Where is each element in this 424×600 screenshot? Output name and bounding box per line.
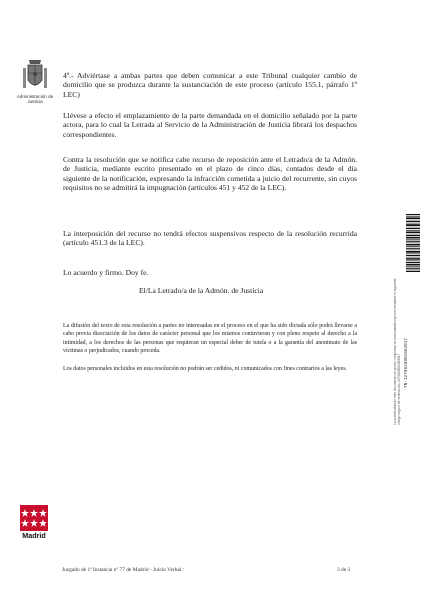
spanish-coat-of-arms-icon (20, 58, 50, 94)
madrid-label: Madrid (22, 531, 46, 540)
barcode-icon (406, 214, 420, 272)
footer-court-name: Juzgado de 1ª Instancia nº 77 de Madrid - Juicio Verbal : (62, 567, 185, 573)
data-privacy-notice: La difusión del texto de esta resolución a partes no interesadas en el proceso en el que ha sido dictada sólo podrá llevarse a cabo previa disociación de los datos de carácter personal que los mismos contuvieran y con pleno respeto al derecho a la intimidad, a los derechos de las personas que requieran un especial deber de tutela o a la garantía del anonimato de las víctimas o perjudicados, cuando proceda. (63, 323, 357, 355)
paragraph-summons: Llévese a efecto el emplazamiento de la parte demandada en el domicilio señalado por la parte actora, para lo cual la Letrada al Servicio de la Administración de Justicia librará los despachos correspondientes. (63, 111, 357, 139)
paragraph-notice-address-change: 4º.- Adviértase a ambas partes que deben comunicar a este Tribunal cualquier cambio de domicilio que se produzca durante la sustanciación de este proceso (artículo 155.1, párrafo 1º LEC) (63, 71, 357, 99)
closing-statement: Lo acuerdo y firmo. Doy fe. (63, 268, 149, 277)
csv-code: TN-1279628901562817 (404, 337, 409, 388)
verification-margin-text: La autenticidad de este documento se puede comprobar en www.madrid.org/cove mediante el siguiente código seguro de verificación: 1279628901562817 (393, 278, 402, 425)
data-transfer-notice: Los datos personales incluidos en esta resolución no podrán ser cedidos, ni comunicados con fines contrarios a las leyes. (63, 366, 347, 372)
comunidad-de-madrid-flag-icon (20, 505, 48, 531)
paragraph-non-suspensive-effect: La interposición del recurso no tendrá efectos suspensivos respecto de la resolución recurrida (artículo 451.3 de la LEC). (63, 229, 357, 248)
page-number: 3 de 3 (337, 567, 351, 573)
paragraph-appeal-reposition: Contra la resolución que se notifica cabe recurso de reposición ante el Letrado/a de la Admón. de Justicia, mediante escrito presentado en el plazo de cinco días, contados desde el día siguiente de la notificación, expresando la infracción cometida a juicio del recurrente, sin cuyos requisitos no se admitirá la impugnación (artículos 451 y 452 de la LEC). (63, 155, 357, 193)
signer-title: El/La Letrado/a de la Admón. de Justicia (139, 286, 264, 295)
crest-label: Administración de Justicia (16, 94, 54, 105)
